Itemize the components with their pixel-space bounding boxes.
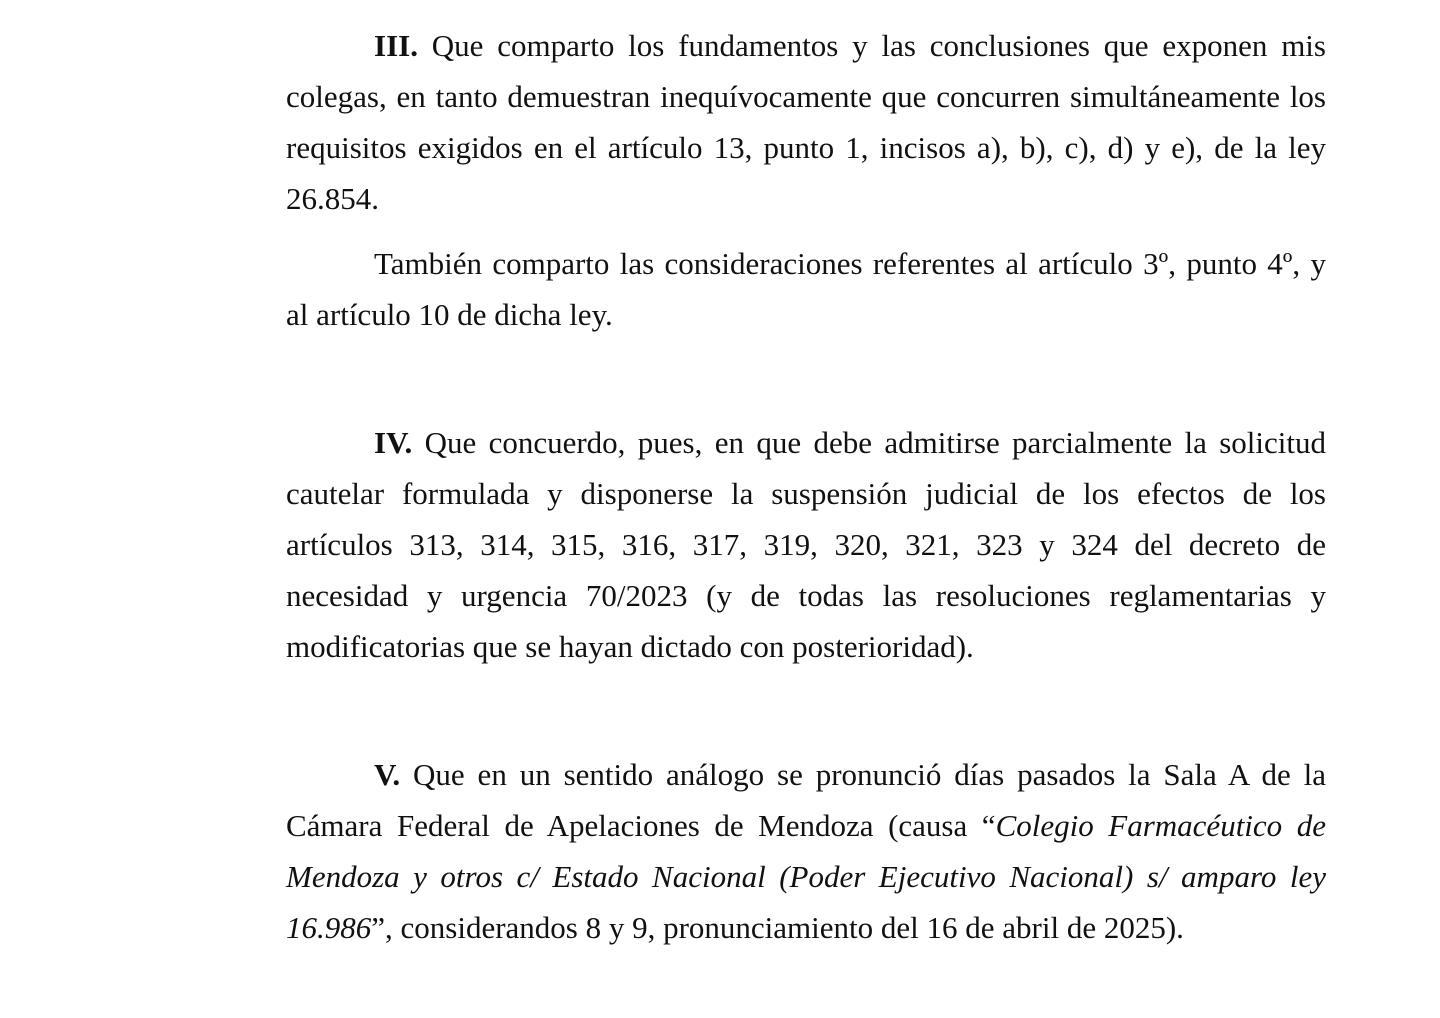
paragraph-iii-continuation xyxy=(286,238,1326,340)
paragraph-iii-text: Que comparto los fundamentos y las conclusiones que exponen mis colegas, en tanto demuestran inequívocamente que concurren simultáneamente los requisitos exigidos en el artículo 13, punto 1, incisos a), b), c), d) y e), de la ley 26.854. xyxy=(286,28,1326,216)
document-page xyxy=(286,20,1326,953)
section-marker-iv: IV. xyxy=(374,425,413,460)
section-marker-iii: III. xyxy=(374,28,418,63)
paragraph-iii-continuation-text: También comparto las consideraciones referentes al artículo 3º, punto 4º, y al artículo 10 de dicha ley. xyxy=(286,246,1326,332)
paragraph-iii xyxy=(286,20,1326,224)
paragraph-v-text-before: Que en un sentido análogo se pronunció días pasados la Sala A de la Cámara Federal de Apelaciones de Mendoza (causa “ xyxy=(286,757,1326,843)
paragraph-iv xyxy=(286,417,1326,672)
case-title: Colegio Farmacéutico de Mendoza y otros c/ Estado Nacional (Poder Ejecutivo Nacional) s/ amparo ley 16.986 xyxy=(286,808,1326,945)
paragraph-iv-text: Que concuerdo, pues, en que debe admitirse parcialmente la solicitud cautelar formulada y disponerse la suspensión judicial de los efectos de los artículos 313, 314, 315, 316, 317, 319, 320, 321, 323 y 324 del decreto de necesidad y urgencia 70/2023 (y de todas las resoluciones reglamentarias y modificatorias que se hayan dictado con posterioridad). xyxy=(286,425,1326,664)
paragraph-v xyxy=(286,749,1326,953)
section-marker-v: V. xyxy=(374,757,401,792)
paragraph-v-text-after: ”, considerandos 8 y 9, pronunciamiento del 16 de abril de 2025). xyxy=(371,910,1184,945)
